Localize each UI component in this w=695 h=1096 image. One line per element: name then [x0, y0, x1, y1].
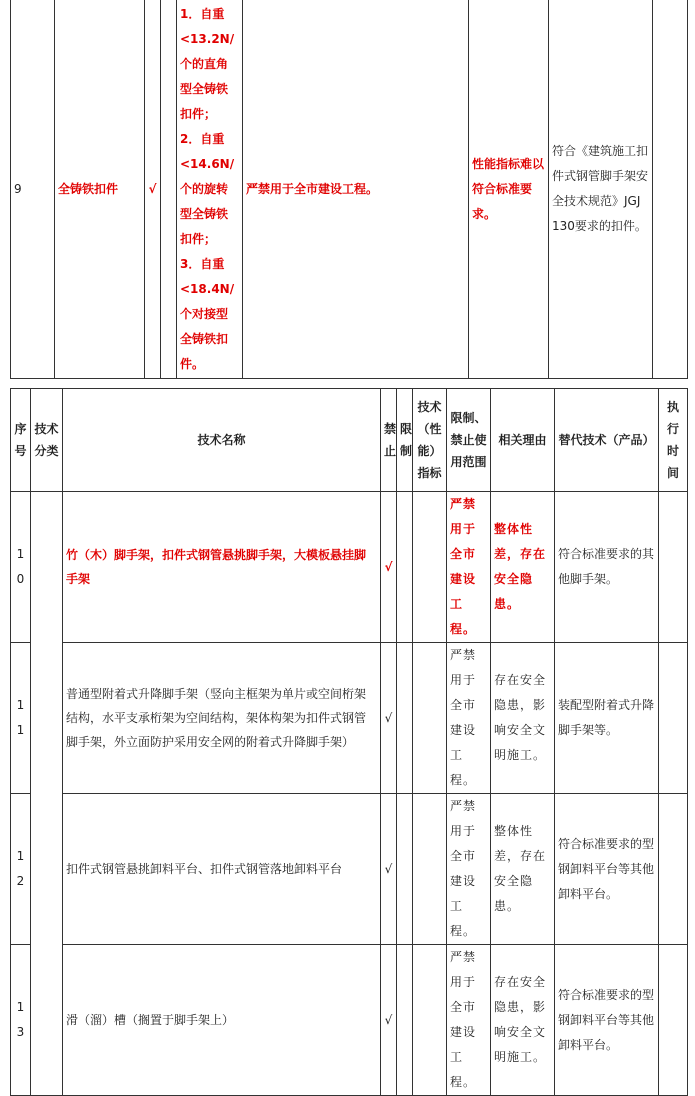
header-restrict: 限制	[397, 389, 413, 492]
limit-line: 个对接型	[180, 307, 229, 321]
table-row	[11, 492, 688, 643]
row-number	[11, 794, 31, 945]
row-number	[11, 492, 31, 643]
limit-line: 扣件；	[180, 107, 217, 121]
execution-time	[659, 945, 688, 1096]
row-scope: 严禁用于全市建设工程。	[447, 643, 491, 794]
limit-line: 型全铸铁	[180, 82, 229, 96]
limit-line: 件。	[180, 357, 205, 371]
row-9-name: 全铸铁扣件	[55, 0, 145, 379]
row-reason: 整体性差，存在安全隐患。	[491, 492, 555, 643]
limit-line: 3．自重	[180, 257, 225, 271]
row-number	[11, 643, 31, 794]
limit-line: <13.2N/	[180, 32, 235, 46]
table-row	[11, 794, 688, 945]
execution-time	[659, 794, 688, 945]
row-9-alt: 符合《建筑施工扣件式钢管脚手架安全技术规范》JGJ 130要求的扣件。	[549, 0, 653, 379]
header-prohibit: 禁止	[381, 389, 397, 492]
row-scope: 严禁用于全市建设工程。	[447, 492, 491, 643]
row-number-digit: 3	[16, 1025, 25, 1039]
row-number-digit: 0	[16, 572, 25, 586]
items-table	[10, 388, 688, 1096]
header-tech-index: 技术（性能）指标	[413, 389, 447, 492]
row-9-prohibit-mark: √	[145, 0, 161, 379]
limit-line: 扣件；	[180, 232, 217, 246]
restrict-mark	[397, 945, 413, 1096]
row-reason: 整体性差，存在安全隐患。	[491, 794, 555, 945]
prohibit-mark: √	[381, 945, 397, 1096]
row-reason: 存在安全隐患，影响安全文明施工。	[491, 945, 555, 1096]
limit-line: 全铸铁扣	[180, 332, 229, 346]
row-name: 扣件式钢管悬挑卸料平台、扣件式钢管落地卸料平台	[63, 794, 381, 945]
row-9-limit-lines	[180, 2, 239, 377]
limit-line: 2．自重	[180, 132, 225, 146]
execution-time	[659, 492, 688, 643]
row-name: 普通型附着式升降脚手架（竖向主框架为单片或空间桁架结构，水平支承桁架为空间结构，架体构架为扣件式钢管脚手架，外立面防护采用安全网的附着式升降脚手架）	[63, 643, 381, 794]
limit-line: 个的直角	[180, 57, 229, 71]
row-number-digit: 1	[16, 849, 25, 863]
header-scope: 限制、禁止使用范围	[447, 389, 491, 492]
header-category: 技术分类	[31, 389, 63, 492]
row-number	[11, 945, 31, 1096]
header-alt: 替代技术（产品）	[555, 389, 659, 492]
row-name: 竹（木）脚手架，扣件式钢管悬挑脚手架，大模板悬挂脚手架	[63, 492, 381, 643]
restrict-mark	[397, 492, 413, 643]
tech-index	[413, 794, 447, 945]
prohibit-mark: √	[381, 794, 397, 945]
row-alt: 符合标准要求的其他脚手架。	[555, 492, 659, 643]
row-reason: 存在安全隐患，影响安全文明施工。	[491, 643, 555, 794]
tech-index	[413, 945, 447, 1096]
row-number-digit: 1	[16, 723, 25, 737]
row-alt: 装配型附着式升降脚手架等。	[555, 643, 659, 794]
row-9-scope: 严禁用于全市建设工程。	[243, 0, 469, 379]
row-scope: 严禁用于全市建设工程。	[447, 794, 491, 945]
row-number-digit: 1	[16, 1000, 25, 1014]
row-name: 滑（溜）槽（搁置于脚手架上）	[63, 945, 381, 1096]
restrict-mark	[397, 643, 413, 794]
row-9-limit	[177, 0, 243, 379]
prohibit-mark: √	[381, 492, 397, 643]
row-number-digit: 1	[16, 698, 25, 712]
row-number-digit: 2	[16, 874, 25, 888]
row-scope: 严禁用于全市建设工程。	[447, 945, 491, 1096]
category-cell	[31, 492, 63, 1096]
item-9-table	[10, 0, 688, 379]
limit-line: 个的旋转	[180, 182, 229, 196]
restrict-mark	[397, 794, 413, 945]
header-time: 执行时间	[659, 389, 688, 492]
header-reason: 相关理由	[491, 389, 555, 492]
row-9-number: 9	[11, 0, 55, 379]
header-no: 序号	[11, 389, 31, 492]
header-name: 技术名称	[63, 389, 381, 492]
table-row	[11, 945, 688, 1096]
table-row	[11, 643, 688, 794]
table-body	[11, 492, 688, 1096]
row-alt: 符合标准要求的型钢卸料平台等其他卸料平台。	[555, 794, 659, 945]
limit-line: <14.6N/	[180, 157, 235, 171]
limit-line: <18.4N/	[180, 282, 235, 296]
row-9-reason: 性能指标难以符合标准要求。	[469, 0, 549, 379]
limit-line: 型全铸铁	[180, 207, 229, 221]
tech-index	[413, 492, 447, 643]
prohibit-mark: √	[381, 643, 397, 794]
row-alt: 符合标准要求的型钢卸料平台等其他卸料平台。	[555, 945, 659, 1096]
execution-time	[659, 643, 688, 794]
row-number-digit: 1	[16, 547, 25, 561]
tech-index	[413, 643, 447, 794]
limit-line: 1．自重	[180, 7, 225, 21]
